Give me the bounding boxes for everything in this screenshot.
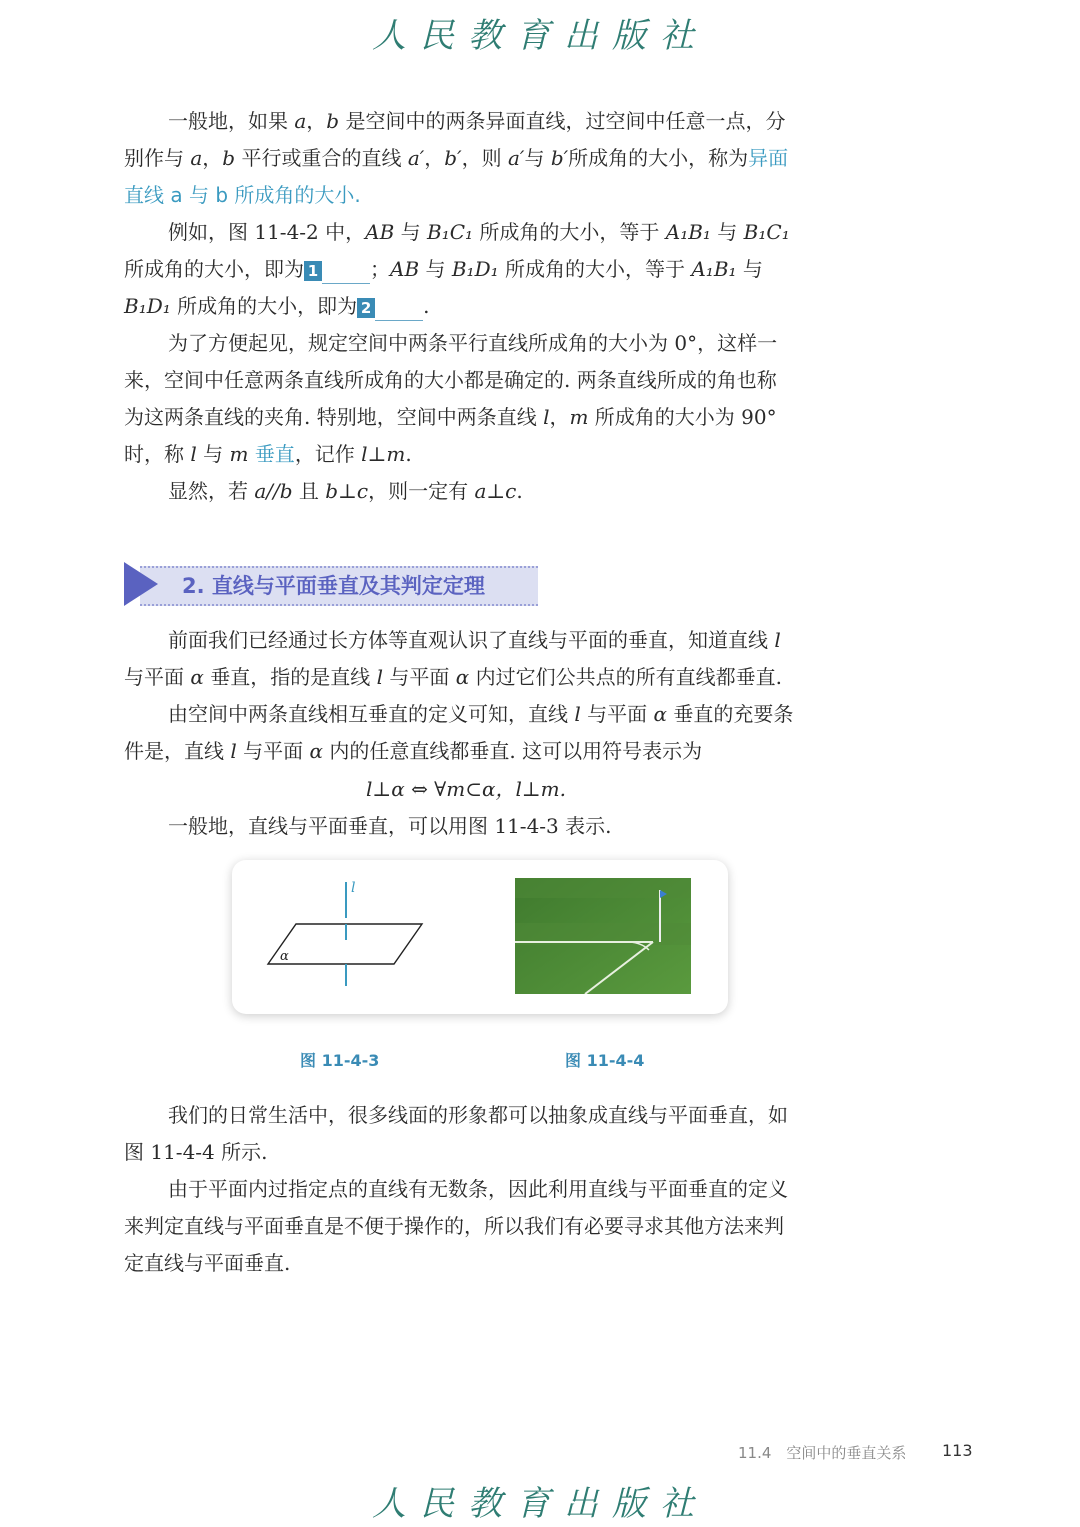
text-segment: 所成角的大小为 90°	[588, 405, 777, 429]
text-segment: 例如，图 11-4-2 中，	[168, 220, 366, 244]
text-segment: m	[569, 405, 589, 429]
text-segment: a′	[407, 146, 425, 170]
publisher-logo-bottom: 人民教育出版社	[372, 1484, 708, 1524]
text-segment: b	[222, 146, 236, 170]
text-segment: 平行或重合的直线	[235, 146, 408, 170]
text-segment: 别作与	[124, 146, 191, 170]
plane-label: α	[280, 949, 289, 964]
text-segment: α	[190, 665, 204, 689]
text-segment: 定直线与平面垂直.	[124, 1251, 291, 1275]
text-line	[168, 625, 781, 655]
text-segment: 且	[292, 479, 326, 503]
text-segment: l	[543, 405, 550, 429]
text-line	[124, 180, 361, 210]
text-segment: 与	[196, 442, 230, 466]
text-line	[124, 1248, 290, 1278]
text-segment: AB	[390, 257, 420, 281]
text-segment: l	[774, 628, 781, 652]
text-segment: 与	[524, 146, 551, 170]
text-segment: 为这两条直线的夹角. 特别地，空间中两条直线	[124, 405, 544, 429]
soccer-field-photo	[515, 878, 691, 994]
text-segment: ，	[202, 146, 223, 170]
text-segment: 与平面	[124, 665, 191, 689]
text-line	[124, 402, 777, 432]
text-segment: 与	[710, 220, 744, 244]
text-segment: a	[294, 109, 307, 133]
caption-figure-11-4-4: 图 11-4-4	[565, 1051, 645, 1070]
text-segment: 来判定直线与平面垂直是不便于操作的，所以我们有必要寻求其他方法来判	[124, 1214, 784, 1238]
text-segment: α	[653, 702, 667, 726]
text-segment: a//b	[254, 479, 293, 503]
text-segment: 所成角的大小，等于	[473, 220, 666, 244]
text-segment: 由空间中两条直线相互垂直的定义可知，直线	[168, 702, 575, 726]
text-line	[168, 328, 777, 358]
text-segment: .	[405, 442, 412, 466]
text-segment: 图 11-4-4 所示.	[124, 1140, 268, 1164]
line-label: l	[351, 880, 356, 896]
text-segment: l⊥α ⇔ ∀m⊂α，l⊥m.	[366, 777, 567, 801]
text-segment: 内过它们公共点的所有直线都垂直.	[469, 665, 782, 689]
text-segment: A₁B₁	[691, 257, 737, 281]
text-segment: 所成角的大小，即为	[124, 257, 304, 281]
text-segment: 件是，直线	[124, 739, 231, 763]
text-segment: A₁B₁	[665, 220, 711, 244]
text-segment: AB	[365, 220, 395, 244]
page-number: 113	[942, 1441, 973, 1460]
text-segment: ，则一定有	[368, 479, 475, 503]
text-segment: B₁D₁	[124, 294, 171, 318]
text-segment: 与平面	[383, 665, 456, 689]
text-segment: 一般地，直线与平面垂直，可以用图 11-4-3 表示.	[168, 814, 612, 838]
text-segment: l⊥m	[361, 442, 406, 466]
text-line	[124, 736, 702, 766]
text-segment: 所成角的大小，即为	[170, 294, 358, 318]
text-segment: α	[455, 665, 470, 689]
text-segment: l	[376, 665, 383, 689]
text-segment: b	[326, 109, 340, 133]
text-segment: a′	[508, 146, 525, 170]
text-segment: ，则	[461, 146, 508, 170]
text-segment: ；	[370, 257, 390, 281]
text-line	[124, 254, 763, 284]
footer-section: 11.4 空间中的垂直关系	[738, 1444, 907, 1462]
text-line	[124, 1211, 784, 1241]
text-segment: B₁C₁	[743, 220, 790, 244]
text-segment: B₁C₁	[427, 220, 474, 244]
text-segment: .	[516, 479, 523, 503]
text-segment: b′	[444, 146, 462, 170]
text-segment: l	[190, 442, 197, 466]
blank-number-badge: 1	[304, 261, 322, 281]
text-line	[168, 476, 523, 506]
text-segment: 垂直的充要条	[667, 702, 794, 726]
text-segment: 与平面	[236, 739, 310, 763]
text-segment: 为了方便起见，规定空间中两条平行直线所成角的大小为 0°，这样一	[168, 331, 778, 355]
text-segment: .	[423, 294, 430, 318]
text-segment: 由于平面内过指定点的直线有无数条，因此利用直线与平面垂直的定义	[168, 1177, 788, 1201]
text-segment: l	[574, 702, 581, 726]
text-line	[168, 1174, 788, 1204]
text-line	[168, 811, 612, 841]
text-segment: 与	[394, 220, 427, 244]
text-segment: 时，称	[124, 442, 191, 466]
blank-number-badge: 2	[357, 298, 375, 318]
text-segment: ，	[306, 109, 327, 133]
key-term: 异面	[748, 146, 789, 170]
text-segment: 与	[419, 257, 452, 281]
text-segment: B₁D₁	[451, 257, 499, 281]
text-line	[168, 699, 793, 729]
figure-panel	[232, 860, 728, 1014]
text-line	[168, 1100, 788, 1130]
text-line	[124, 1137, 268, 1167]
heading-arrow-icon	[124, 562, 158, 606]
key-term: 垂直	[254, 442, 295, 466]
fill-in-blank	[322, 261, 370, 284]
fill-in-blank	[375, 298, 423, 321]
text-segment: 垂直，指的是直线	[203, 665, 377, 689]
text-segment: α	[309, 739, 323, 763]
text-segment: m	[229, 442, 249, 466]
text-segment: 内的任意直线都垂直. 这可以用符号表示为	[323, 739, 703, 763]
text-segment: 与平面	[580, 702, 654, 726]
key-term: 直线 a 与 b 所成角的大小.	[124, 183, 361, 207]
heading-text: 2. 直线与平面垂直及其判定定理	[182, 574, 485, 598]
text-segment: a	[190, 146, 203, 170]
text-segment: b′	[550, 146, 569, 170]
text-line	[124, 662, 782, 692]
text-line	[168, 106, 785, 136]
text-segment: 所成角的大小，称为	[568, 146, 749, 170]
text-segment: 是空间中的两条异面直线，过空间中任意一点，分	[339, 109, 786, 133]
text-segment: 来，空间中任意两条直线所成角的大小都是确定的. 两条直线所成的角也称	[124, 368, 777, 392]
text-segment: 前面我们已经通过长方体等直观认识了直线与平面的垂直，知道直线	[168, 628, 775, 652]
publisher-logo: 人民教育出版社	[372, 16, 708, 56]
text-line	[124, 365, 777, 395]
text-segment: ，	[424, 146, 445, 170]
section-heading	[124, 562, 544, 606]
text-segment: b⊥c	[325, 479, 369, 503]
text-line	[168, 217, 790, 247]
text-line	[124, 439, 412, 469]
text-line	[124, 143, 788, 173]
text-segment: a⊥c	[474, 479, 517, 503]
text-segment: ，记作	[294, 442, 362, 466]
text-line	[124, 291, 430, 321]
text-segment: 显然，若	[168, 479, 255, 503]
text-segment: l	[230, 739, 237, 763]
text-segment: 与	[736, 257, 763, 281]
text-segment: 所成角的大小，等于	[498, 257, 692, 281]
caption-figure-11-4-3: 图 11-4-3	[300, 1051, 380, 1070]
text-segment: ，	[549, 405, 570, 429]
text-segment: 一般地，如果	[168, 109, 295, 133]
text-segment: 我们的日常生活中，很多线面的形象都可以抽象成直线与平面垂直，如	[168, 1103, 788, 1127]
text-line	[366, 774, 566, 804]
